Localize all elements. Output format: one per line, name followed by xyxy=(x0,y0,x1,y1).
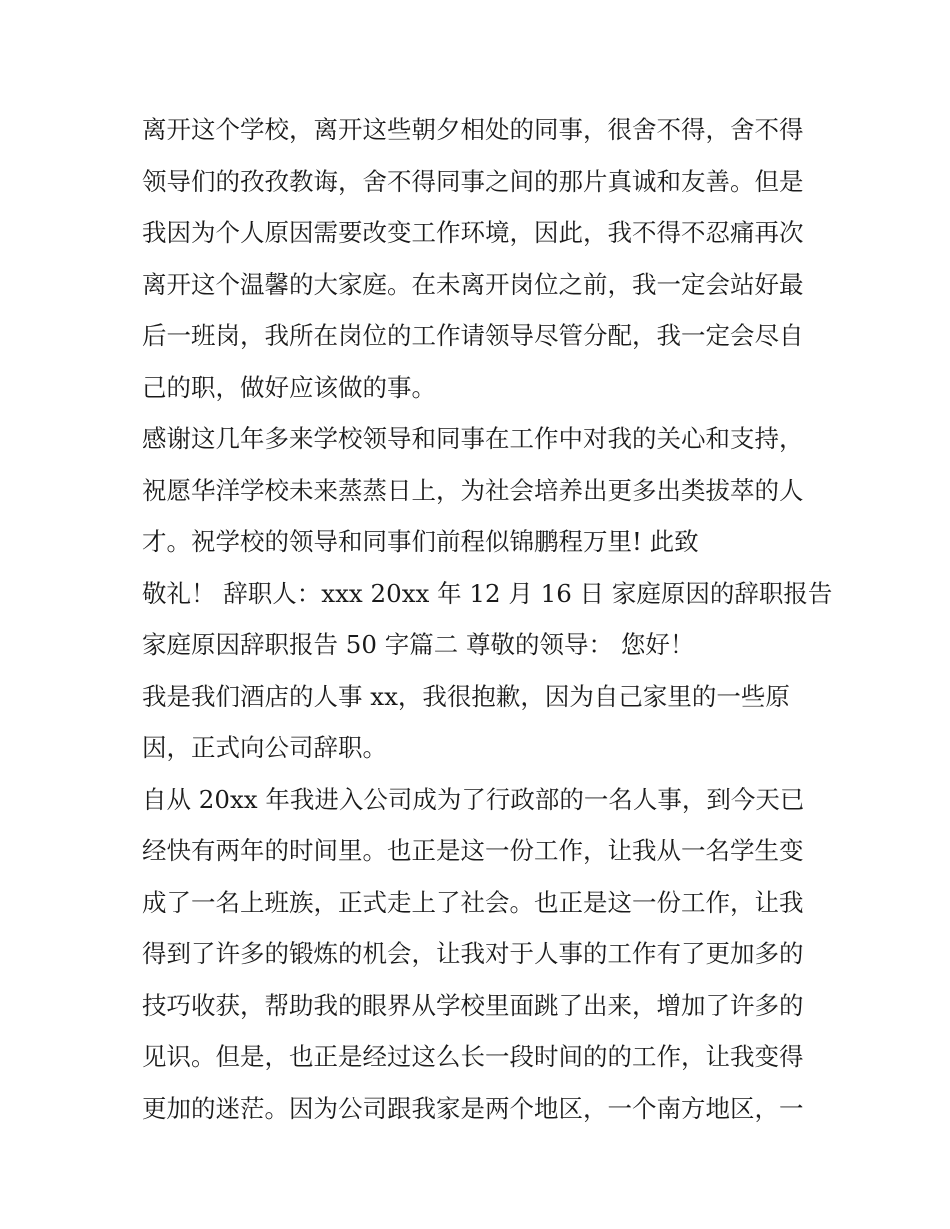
text-line: 成了一名上班族，正式走上了社会。也正是这一份工作，让我 xyxy=(142,887,804,917)
text-line: 领导们的孜孜教诲，舍不得同事之间的那片真诚和友善。但是 xyxy=(142,166,804,196)
text-line: 见识。但是，也正是经过这么长一段时间的的工作，让我变得 xyxy=(142,1042,804,1071)
text-line: 家庭原因辞职报告 50 字篇二 尊敬的领导： 您好！ xyxy=(142,630,695,659)
text-line: 敬礼！ 辞职人：xxx 20xx 年 12 月 16 日 家庭原因的辞职报告 xyxy=(142,578,833,608)
text-line: 我是我们酒店的人事 xx，我很抱歉，因为自己家里的一些原 xyxy=(142,681,790,711)
text-line: 经快有两年的时间里。也正是这一份工作，让我从一名学生变 xyxy=(142,836,804,865)
text-line: 更加的迷茫。因为公司跟我家是两个地区，一个南方地区，一 xyxy=(142,1093,804,1123)
text-line: 技巧收获，帮助我的眼界从学校里面跳了出来，增加了许多的 xyxy=(142,990,804,1020)
text-line: 离开这个学校，离开这些朝夕相处的同事，很舍不得，舍不得 xyxy=(142,115,804,144)
text-line: 感谢这几年多来学校领导和同事在工作中对我的关心和支持， xyxy=(142,424,804,453)
text-line: 我因为个人原因需要改变工作环境，因此，我不得不忍痛再次 xyxy=(142,218,804,247)
text-line: 自从 20xx 年我进入公司成为了行政部的一名人事，到今天已 xyxy=(142,784,805,814)
text-line: 后一班岗，我所在岗位的工作请领导尽管分配，我一定会尽自 xyxy=(142,321,804,350)
text-line: 才。祝学校的领导和同事们前程似锦鹏程万里! 此致 xyxy=(142,527,699,556)
document-body xyxy=(142,104,833,1134)
text-line: 离开这个温馨的大家庭。在未离开岗位之前，我一定会站好最 xyxy=(142,269,804,299)
text-line: 祝愿华洋学校未来蒸蒸日上，为社会培养出更多出类拔萃的人 xyxy=(142,475,804,505)
text-line: 己的职，做好应该做的事。 xyxy=(142,372,436,402)
text-line: 得到了许多的锻炼的机会，让我对于人事的工作有了更加多的 xyxy=(142,939,804,968)
text-line: 因，正式向公司辞职。 xyxy=(142,733,387,762)
